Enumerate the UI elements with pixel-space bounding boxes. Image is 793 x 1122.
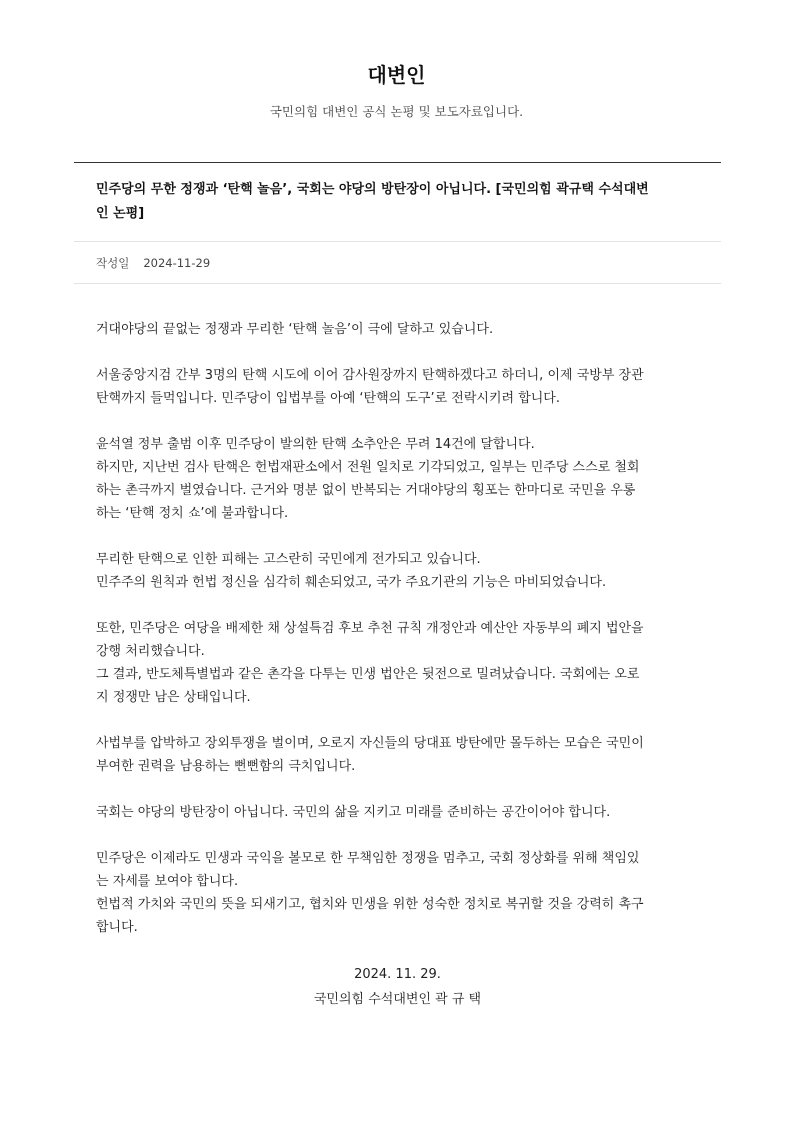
paragraph-line: 거대야당의 끝없는 정쟁과 무리한 ‘탄핵 놀음’이 극에 달하고 있습니다. [96, 322, 494, 337]
article-title-line: 민주당의 무한 정쟁과 ‘탄핵 놀음’, 국회는 야당의 방탄장이 아닙니다. [국민의힘 곽규택 수석대변 [96, 182, 649, 197]
date-label: 작성일 [96, 255, 130, 270]
paragraph-line: 탄핵까지 들먹입니다. 민주당이 입법부를 아예 ‘탄핵의 도구’로 전락시키려 합니다. [96, 391, 561, 406]
article-title [74, 163, 721, 241]
paragraph-line: 헌법적 가치와 국민의 뜻을 되새기고, 협치와 민생을 위한 성숙한 정치로 복귀할 것을 강력히 촉구 [96, 897, 644, 912]
paragraph-line: 서울중앙지검 간부 3명의 탄핵 시도에 이어 감사원장까지 탄핵하겠다고 하더니, 이제 국방부 장관 [96, 368, 644, 383]
paragraph [96, 732, 699, 778]
paragraph-line: 하는 촌극까지 벌였습니다. 근거와 명분 없이 반복되는 거대야당의 횡포는 한마디로 국민을 우롱 [96, 483, 636, 498]
paragraph-line: 그 결과, 반도체특별법과 같은 촌각을 다투는 민생 법안은 뒷전으로 밀려났습니다. 국회에는 오로 [96, 667, 640, 682]
paragraph [96, 617, 699, 709]
site-title[interactable]: 대변인 [367, 63, 426, 87]
paragraph-line: 또한, 민주당은 여당을 배제한 채 상설특검 후보 추천 규칙 개정안과 예산안 자동부의 폐지 법안을 [96, 621, 644, 636]
paragraph-line: 무리한 탄핵으로 인한 피해는 고스란히 국민에게 전가되고 있습니다. [96, 552, 481, 567]
paragraph-line: 지 정쟁만 남은 상태입니다. [96, 690, 251, 705]
paragraph-line: 부여한 권력을 남용하는 뻔뻔함의 극치입니다. [96, 759, 356, 774]
paragraph-line: 민주주의 원칙과 헌법 정신을 심각히 훼손되었고, 국가 주요기관의 기능은 마비되었습니다. [96, 575, 607, 590]
paragraph [96, 847, 699, 939]
paragraph-line: 사법부를 압박하고 장외투쟁을 벌이며, 오로지 자신들의 당대표 방탄에만 몰두하는 모습은 국민이 [96, 736, 644, 751]
paragraph-line: 윤석열 정부 출범 이후 민주당이 발의한 탄핵 소추안은 무려 14건에 달합니다. [96, 437, 535, 452]
paragraph [96, 433, 699, 525]
paragraph-line: 강행 처리했습니다. [96, 644, 205, 659]
article-body [74, 284, 721, 1012]
paragraph [96, 364, 699, 410]
date-value: 2024-11-29 [143, 255, 211, 270]
paragraph-line: 하는 ‘탄핵 정치 쇼’에 불과합니다. [96, 506, 289, 521]
signature-author: 국민의힘 수석대변인 곽 규 택 [313, 992, 482, 1007]
paragraph-line: 국회는 야당의 방탄장이 아닙니다. 국민의 삶을 지키고 미래를 준비하는 공간이어야 합니다. [96, 805, 611, 820]
paragraph [96, 801, 699, 824]
paragraph-line: 합니다. [96, 920, 138, 935]
paragraph [96, 318, 699, 341]
paragraph-line: 는 자세를 보여야 합니다. [96, 874, 239, 889]
article-title-line: 인 논평] [96, 206, 145, 221]
signature-date: 2024. 11. 29. [354, 967, 441, 982]
site-subtitle: 국민의힘 대변인 공식 논평 및 보도자료입니다. [269, 104, 524, 119]
signature [96, 962, 699, 1012]
paragraph-line: 민주당은 이제라도 민생과 국익을 볼모로 한 무책임한 정쟁을 멈추고, 국회 정상화를 위해 책임있 [96, 851, 640, 866]
article [74, 162, 721, 1012]
article-meta [74, 241, 721, 284]
paragraph-line: 하지만, 지난번 검사 탄핵은 헌법재판소에서 전원 일치로 기각되었고, 일부는 민주당 스스로 철회 [96, 460, 640, 475]
paragraph [96, 548, 699, 594]
